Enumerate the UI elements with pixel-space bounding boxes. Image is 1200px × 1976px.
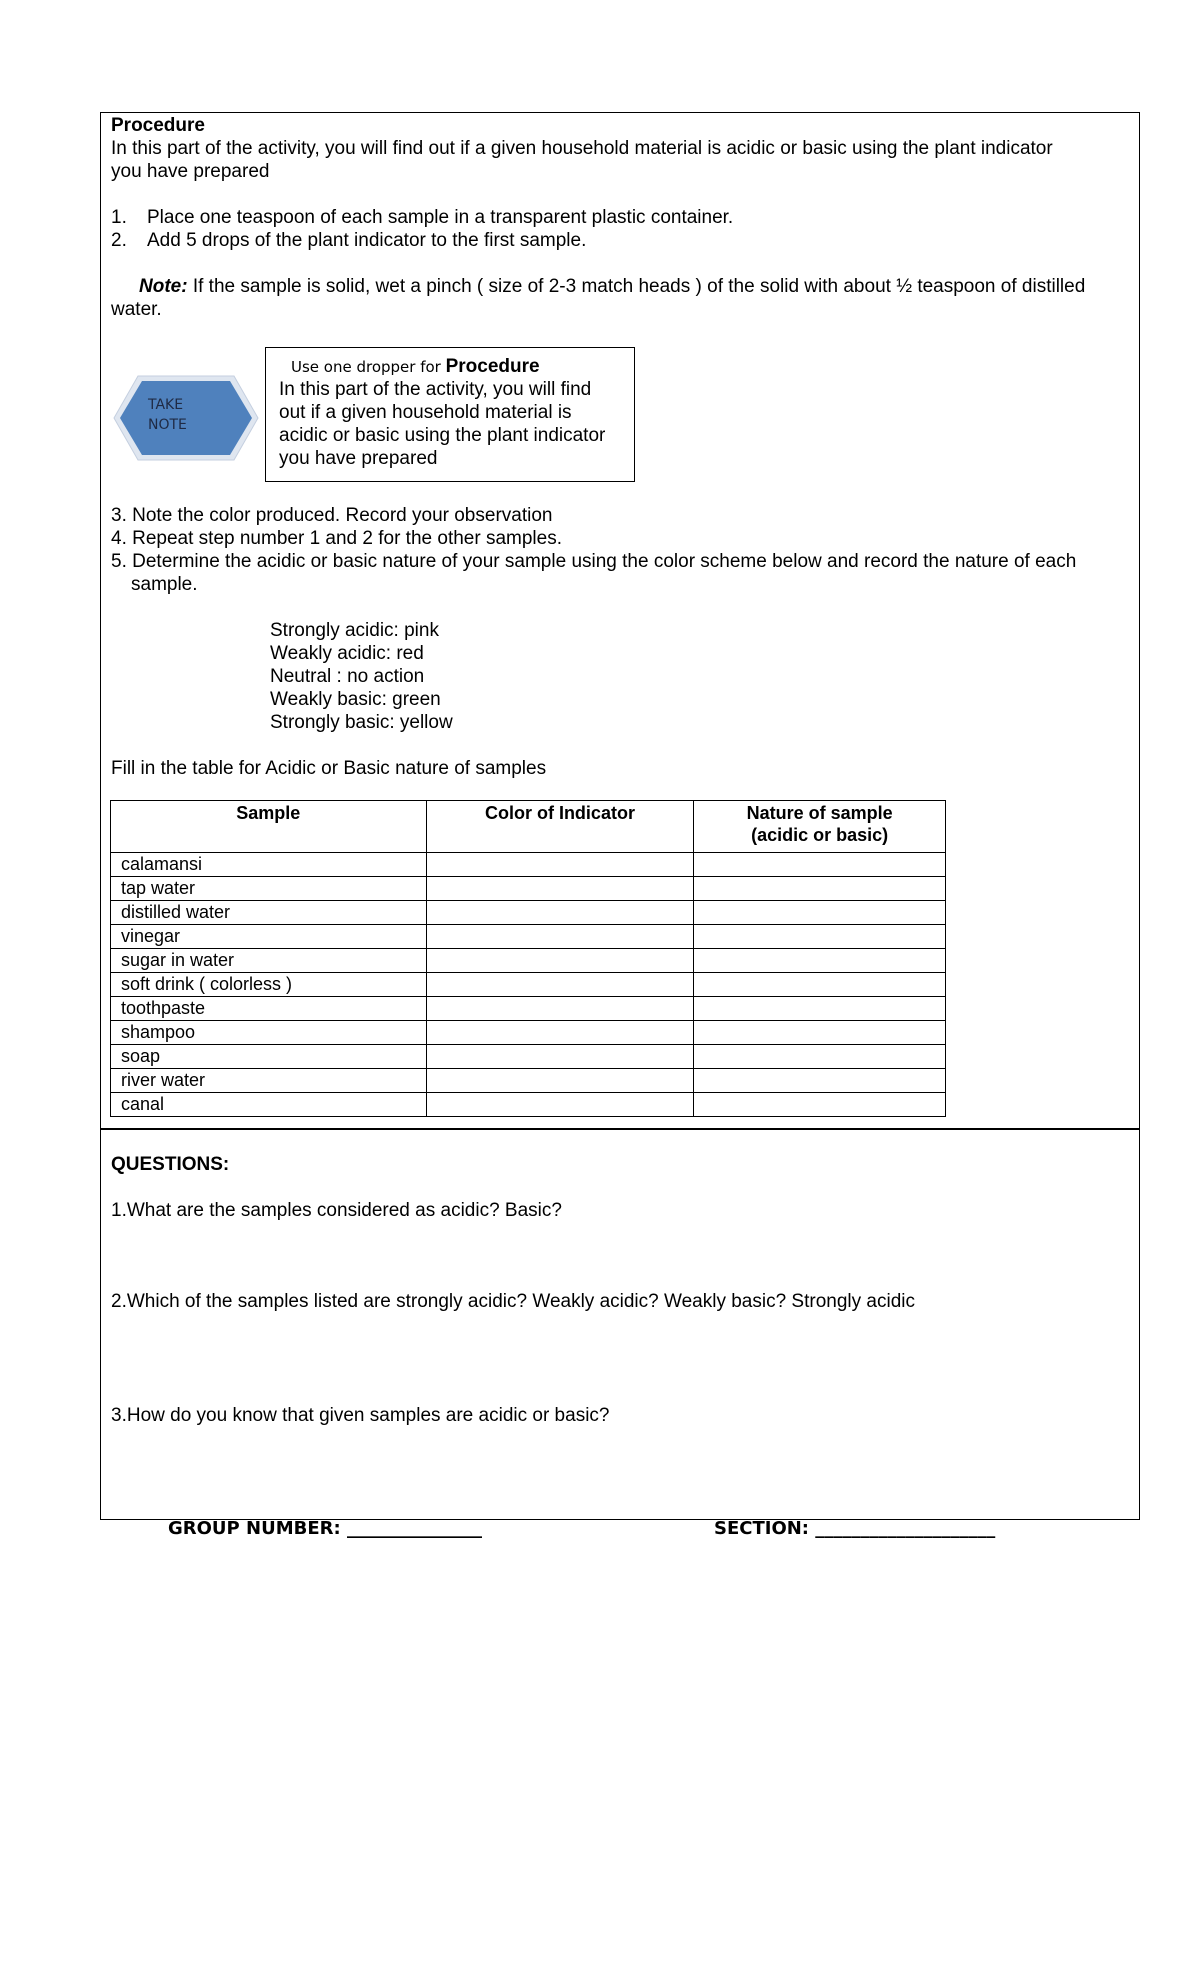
step1-number: 1.: [111, 207, 127, 228]
take-note-box-line4: you have prepared: [279, 448, 438, 469]
nature-cell[interactable]: [694, 877, 946, 901]
nature-cell[interactable]: [694, 1045, 946, 1069]
nature-cell[interactable]: [694, 1021, 946, 1045]
color-cell[interactable]: [426, 973, 694, 997]
questions-heading: QUESTIONS:: [111, 1154, 230, 1175]
take-note-box-heading: Procedure: [445, 356, 540, 377]
procedure-intro-line1: In this part of the activity, you will find out if a given household material is acidic or basic using the plant indicator: [111, 138, 1053, 159]
nature-cell[interactable]: [694, 853, 946, 877]
header-nature-of-sample: [694, 801, 946, 853]
color-cell[interactable]: [426, 949, 694, 973]
take-note-badge: [112, 373, 260, 463]
take-note-box-title: [291, 355, 540, 379]
take-note-box-line3: acidic or basic using the plant indicator: [279, 425, 606, 446]
procedure-intro-line2: you have prepared: [111, 161, 270, 182]
sample-cell: calamansi: [111, 853, 427, 877]
color-scheme-item: Neutral : no action: [270, 666, 425, 687]
take-note-line1: TAKE: [148, 397, 184, 413]
take-note-line2: NOTE: [148, 417, 187, 433]
sample-cell: canal: [111, 1093, 427, 1117]
step1-text: Place one teaspoon of each sample in a transparent plastic container.: [147, 207, 734, 228]
table-row: [111, 949, 946, 973]
header-nature-line1: Nature of sample: [746, 803, 893, 823]
table-row: [111, 973, 946, 997]
nature-cell[interactable]: [694, 997, 946, 1021]
sample-cell: vinegar: [111, 925, 427, 949]
take-note-label: [148, 395, 187, 435]
sample-cell: river water: [111, 1069, 427, 1093]
table-row: [111, 877, 946, 901]
table-header-row: [111, 801, 946, 853]
note-text-line2: water.: [111, 299, 162, 320]
color-cell[interactable]: [426, 853, 694, 877]
question-2: 2.Which of the samples listed are strongly acidic? Weakly acidic? Weakly basic? Strongly acidic: [111, 1291, 915, 1312]
table-row: [111, 1093, 946, 1117]
table-row: [111, 853, 946, 877]
color-cell[interactable]: [426, 1021, 694, 1045]
color-cell[interactable]: [426, 925, 694, 949]
sample-cell: toothpaste: [111, 997, 427, 1021]
color-cell[interactable]: [426, 1045, 694, 1069]
nature-cell[interactable]: [694, 925, 946, 949]
color-cell[interactable]: [426, 901, 694, 925]
take-note-box-line1: In this part of the activity, you will find: [279, 379, 592, 400]
step2-number: 2.: [111, 230, 127, 251]
header-nature-line2: (acidic or basic): [751, 825, 889, 845]
group-number-field[interactable]: GROUP NUMBER: _______________: [168, 1518, 482, 1539]
table-row: [111, 1069, 946, 1093]
nature-cell[interactable]: [694, 901, 946, 925]
step4-text: 4. Repeat step number 1 and 2 for the other samples.: [111, 528, 562, 549]
color-cell[interactable]: [426, 1069, 694, 1093]
header-color-of-indicator: Color of Indicator: [426, 801, 694, 853]
nature-cell[interactable]: [694, 973, 946, 997]
note-label: Note:: [139, 276, 188, 297]
table-row: [111, 901, 946, 925]
sample-cell: soft drink ( colorless ): [111, 973, 427, 997]
note-paragraph: [139, 275, 1085, 298]
table-caption: Fill in the table for Acidic or Basic nature of samples: [111, 758, 547, 779]
note-text: If the sample is solid, wet a pinch ( size of 2-3 match heads ) of the solid with about ½ teaspoon of distilled: [187, 276, 1086, 297]
section-field[interactable]: SECTION: ____________________: [714, 1518, 996, 1539]
sample-cell: tap water: [111, 877, 427, 901]
sample-cell: shampoo: [111, 1021, 427, 1045]
table-row: [111, 1021, 946, 1045]
color-cell[interactable]: [426, 997, 694, 1021]
take-note-box-prefix: Use one dropper for: [291, 358, 446, 376]
take-note-box-line2: out if a given household material is: [279, 402, 572, 423]
table-row: [111, 1045, 946, 1069]
question-1: 1.What are the samples considered as acidic? Basic?: [111, 1200, 562, 1221]
step2-text: Add 5 drops of the plant indicator to the first sample.: [147, 230, 587, 251]
table-row: [111, 925, 946, 949]
nature-cell[interactable]: [694, 1069, 946, 1093]
questions-section-frame: [100, 1128, 1140, 1520]
header-sample: Sample: [111, 801, 427, 853]
color-cell[interactable]: [426, 877, 694, 901]
procedure-heading: Procedure: [111, 115, 205, 136]
color-scheme-item: Strongly basic: yellow: [270, 712, 453, 733]
color-cell[interactable]: [426, 1093, 694, 1117]
nature-cell[interactable]: [694, 949, 946, 973]
color-scheme-item: Strongly acidic: pink: [270, 620, 439, 641]
sample-cell: soap: [111, 1045, 427, 1069]
step5-text-line1: 5. Determine the acidic or basic nature of your sample using the color scheme below and record the nature of each: [111, 551, 1077, 572]
table-row: [111, 997, 946, 1021]
samples-table: [110, 800, 946, 1117]
color-scheme-item: Weakly basic: green: [270, 689, 441, 710]
step5-text-line2: sample.: [131, 574, 198, 595]
nature-cell[interactable]: [694, 1093, 946, 1117]
step3-text: 3. Note the color produced. Record your observation: [111, 505, 553, 526]
sample-cell: sugar in water: [111, 949, 427, 973]
color-scheme-item: Weakly acidic: red: [270, 643, 424, 664]
question-3: 3.How do you know that given samples are acidic or basic?: [111, 1405, 610, 1426]
sample-cell: distilled water: [111, 901, 427, 925]
